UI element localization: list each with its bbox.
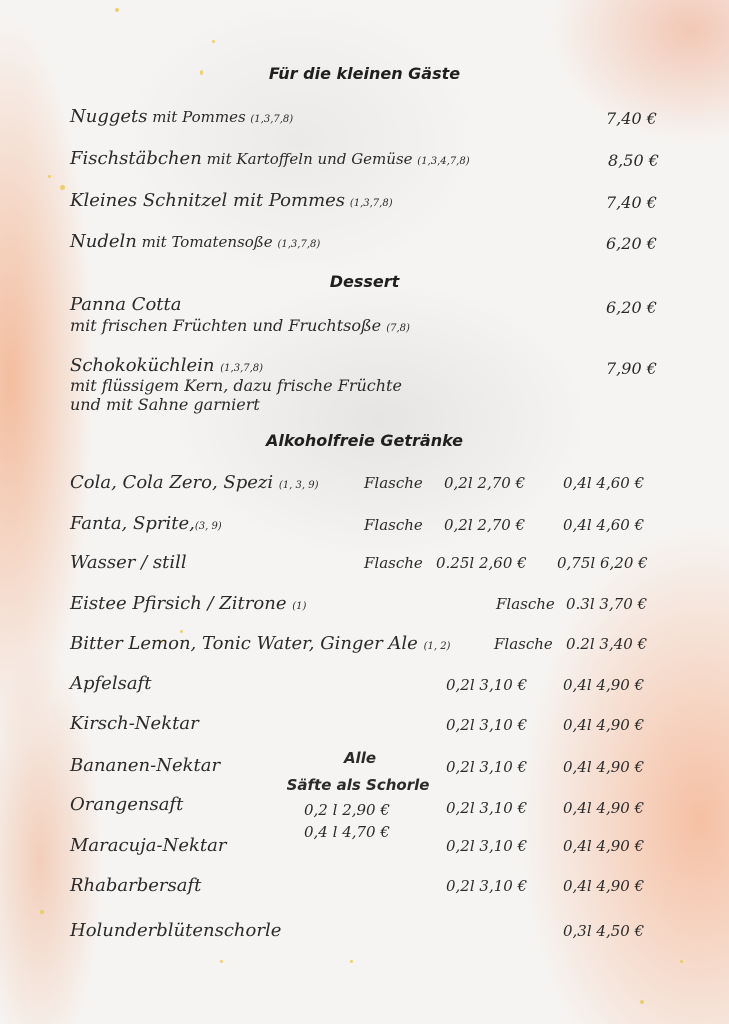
menu-item-fischstaebchen <box>70 148 470 169</box>
price-small: 0,2l 3,10 € <box>446 837 528 855</box>
section-title-kids: Für die kleinen Gäste <box>268 64 461 83</box>
drink-item-kirsch: Kirsch-Nektar <box>70 713 199 734</box>
item-name: Cola, Cola Zero, Spezi <box>70 472 274 493</box>
drink-item-apfelsaft: Apfelsaft <box>70 673 152 694</box>
menu-item-schokokuechlein <box>70 355 263 376</box>
allergen-note: (7,8) <box>386 323 410 334</box>
item-desc <box>70 317 410 338</box>
drink-item-fanta <box>70 513 222 534</box>
item-desc: mit Kartoffeln und Gemüse <box>201 150 418 168</box>
item-name: Wasser / still <box>70 552 187 573</box>
menu-item-nudeln <box>70 231 320 252</box>
price-large: 0,4l 4,90 € <box>563 716 645 734</box>
allergen-note: (1, 3, 9) <box>278 480 319 491</box>
item-name: Kleines Schnitzel mit Pommes <box>70 190 346 211</box>
item-name: Bitter Lemon, Tonic Water, Ginger Ale <box>70 633 418 654</box>
menu-item-panna-cotta: Panna Cotta <box>70 294 182 315</box>
bottle-label: Flasche <box>364 474 423 492</box>
item-desc-line: mit frischen Früchten und Fruchtsoße <box>70 316 382 335</box>
allergen-note: (1) <box>292 601 307 612</box>
allergen-note: (1,3,7,8) <box>220 363 264 374</box>
price-large: 0,4l 4,60 € <box>563 516 645 534</box>
allergen-note: (1,3,7,8) <box>349 198 393 209</box>
price-large: 0,4l 4,90 € <box>563 676 645 694</box>
item-price: 8,50 € <box>608 151 659 170</box>
item-name: Fanta, Sprite, <box>70 513 195 534</box>
price-large: 0,4l 4,90 € <box>563 877 645 895</box>
price-small: 0,2l 3,10 € <box>446 676 528 694</box>
price-small: 0,2l 3,10 € <box>446 877 528 895</box>
section-title-dessert: Dessert <box>329 272 400 291</box>
allergen-note: (1,3,4,7,8) <box>417 156 470 167</box>
price-large: 0.2l 3,40 € <box>566 635 648 653</box>
price-large: 0,4l 4,60 € <box>563 474 645 492</box>
drink-item-maracuja: Maracuja-Nektar <box>70 835 227 856</box>
item-price: 7,90 € <box>606 359 657 378</box>
bottle-label: Flasche <box>494 635 553 653</box>
item-name: Nuggets <box>70 106 148 127</box>
menu-item-schnitzel <box>70 190 393 211</box>
drink-item-wasser <box>70 552 187 573</box>
drink-item-eistee <box>70 593 306 614</box>
price-large: 0,3l 4,50 € <box>563 922 645 940</box>
bottle-label: Flasche <box>364 516 423 534</box>
price-small: 0,2l 2,70 € <box>444 516 526 534</box>
drink-item-orangensaft: Orangensaft <box>70 794 184 815</box>
price-small: 0,2l 2,70 € <box>444 474 526 492</box>
price-small: 0,2l 3,10 € <box>446 716 528 734</box>
drink-item-bitter-lemon <box>70 633 450 654</box>
allergen-note: (1, 2) <box>423 641 451 652</box>
schorle-price-small: 0,2 l 2,90 € <box>304 801 390 819</box>
price-small: 0,2l 3,10 € <box>446 799 528 817</box>
item-price: 6,20 € <box>606 234 657 253</box>
price-large: 0,4l 4,90 € <box>563 758 645 776</box>
price-small: 0.25l 2,60 € <box>436 554 527 572</box>
item-name: Nudeln <box>70 231 137 252</box>
item-desc-line: und mit Sahne garniert <box>70 395 260 414</box>
menu-item-nuggets <box>70 106 293 127</box>
section-title-drinks: Alkoholfreie Getränke <box>265 431 464 450</box>
price-large: 0,75l 6,20 € <box>557 554 648 572</box>
price-large: 0.3l 3,70 € <box>566 595 648 613</box>
item-name: Fischstäbchen <box>70 148 202 169</box>
allergen-note: (3, 9) <box>194 521 222 532</box>
item-price: 7,40 € <box>606 193 657 212</box>
drink-item-rhabarber: Rhabarbersaft <box>70 875 202 896</box>
price-large: 0,4l 4,90 € <box>563 837 645 855</box>
bottle-label: Flasche <box>364 554 423 572</box>
item-name: Eistee Pfirsich / Zitrone <box>70 593 287 614</box>
item-price: 6,20 € <box>606 298 657 317</box>
item-desc: mit Tomatensoße <box>136 233 278 251</box>
item-name: Schokoküchlein <box>70 355 215 376</box>
drink-item-cola <box>70 472 319 493</box>
schorle-price-large: 0,4 l 4,70 € <box>304 823 390 841</box>
price-small: 0,2l 3,10 € <box>446 758 528 776</box>
bottle-label: Flasche <box>496 595 555 613</box>
allergen-note: (1,3,7,8) <box>277 239 321 250</box>
item-desc: mit Pommes <box>147 108 251 126</box>
item-price: 7,40 € <box>606 109 657 128</box>
schorle-heading-line1: Alle <box>343 749 377 767</box>
drink-item-holunder: Holunderblütenschorle <box>70 920 282 941</box>
item-desc-line: mit flüssigem Kern, dazu frische Früchte <box>70 376 402 395</box>
price-large: 0,4l 4,90 € <box>563 799 645 817</box>
schorle-heading-line2: Säfte als Schorle <box>286 776 430 794</box>
allergen-note: (1,3,7,8) <box>250 114 294 125</box>
drink-item-bananen: Bananen-Nektar <box>70 755 221 776</box>
